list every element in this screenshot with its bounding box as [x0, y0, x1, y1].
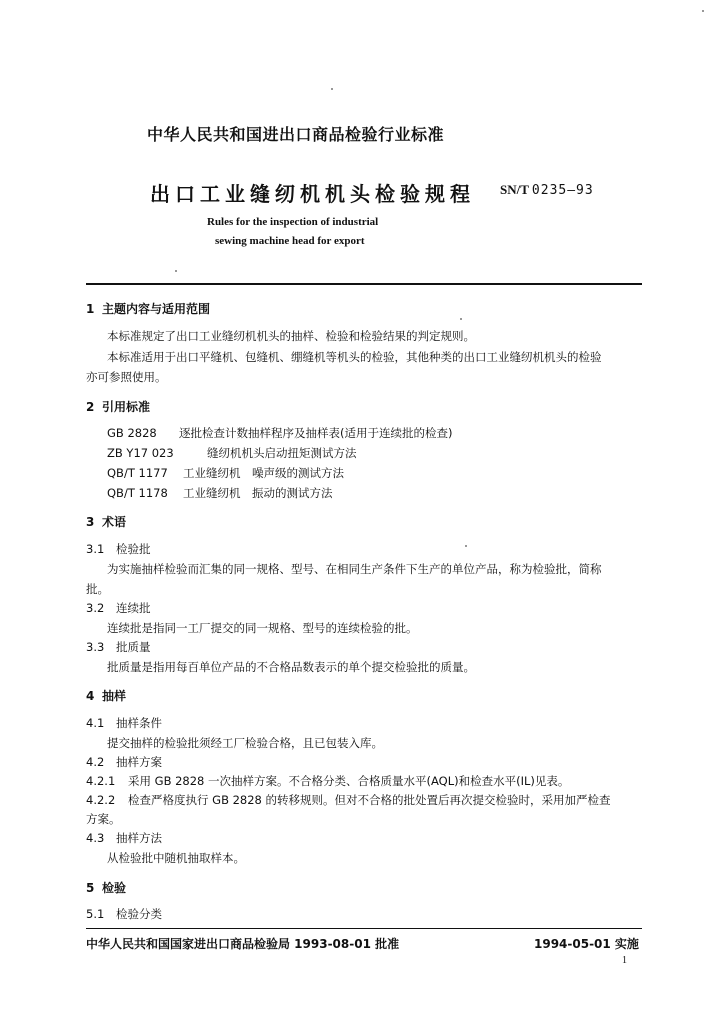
approval-note: 中华人民共和国国家进出口商品检验局 1993-08-01 批准 [86, 937, 400, 951]
section-4-heading: 4 抽样 [86, 689, 127, 703]
section-1-heading: 1 主题内容与适用范围 [86, 302, 211, 316]
reference-item: GB 2828 逐批检查计数抽样程序及抽样表(适用于连续批的检查) [107, 426, 453, 440]
reference-item: ZB Y17 023 缝纫机机头启动扭矩测试方法 [107, 446, 357, 460]
reference-item: QB/T 1178 工业缝纫机 振动的测试方法 [107, 486, 333, 500]
scan-speck [175, 270, 177, 272]
paragraph-continuation: 批。 [86, 582, 109, 596]
document-title: 出口工业缝纫机机头检验规程 [150, 182, 475, 206]
scan-speck [331, 88, 333, 90]
english-title-line-2: sewing machine head for export [215, 235, 365, 247]
effective-date: 1994-05-01 实施 [534, 937, 639, 951]
clause-paragraph: 4.2.2 检查严格度执行 GB 2828 的转移规则。但对不合格的批处置后再次提交检验时，采用加严检查 [86, 793, 611, 807]
standard-code: 0235—93 [531, 183, 594, 198]
clause-paragraph: 4.2.1 采用 GB 2828 一次抽样方案。不合格分类、合格质量水平(AQL)和检查水平(IL)见表。 [86, 774, 570, 788]
paragraph: 提交抽样的检验批须经工厂检验合格，且已包装入库。 [107, 736, 383, 750]
scan-speck [460, 318, 462, 320]
standard-number [500, 182, 594, 198]
clause-heading: 3.3 批质量 [86, 640, 151, 654]
clause-heading: 4.2 抽样方案 [86, 755, 162, 769]
clause-heading: 5.1 检验分类 [86, 907, 162, 921]
header-divider [86, 283, 642, 285]
clause-heading: 3.1 检验批 [86, 542, 151, 556]
clause-heading: 4.3 抽样方法 [86, 831, 162, 845]
paragraph: 批质量是指用每百单位产品的不合格品数表示的单个提交检验批的质量。 [107, 660, 475, 674]
clause-heading: 4.1 抽样条件 [86, 716, 162, 730]
english-title-line-1: Rules for the inspection of industrial [207, 216, 379, 228]
paragraph: 本标准规定了出口工业缝纫机机头的抽样、检验和检验结果的判定规则。 [107, 329, 475, 343]
scan-speck [702, 10, 704, 12]
paragraph: 连续批是指同一工厂提交的同一规格、型号的连续检验的批。 [107, 621, 418, 635]
paragraph-continuation: 方案。 [86, 812, 121, 826]
paragraph-continuation: 亦可参照使用。 [86, 370, 167, 384]
paragraph: 为实施抽样检验而汇集的同一规格、型号、在相同生产条件下生产的单位产品，称为检验批，简称 [107, 562, 602, 576]
reference-item: QB/T 1177 工业缝纫机 噪声级的测试方法 [107, 466, 344, 480]
page-number: 1 [622, 955, 627, 966]
section-3-heading: 3 术语 [86, 515, 127, 529]
footer-divider [86, 928, 642, 929]
issuing-authority-heading: 中华人民共和国进出口商品检验行业标准 [147, 125, 445, 144]
paragraph: 从检验批中随机抽取样本。 [107, 851, 245, 865]
paragraph: 本标准适用于出口平缝机、包缝机、绷缝机等机头的检验，其他种类的出口工业缝纫机机头的检验 [107, 350, 602, 364]
scan-speck [465, 545, 467, 547]
section-2-heading: 2 引用标准 [86, 400, 151, 414]
standard-prefix: SN/T [500, 182, 529, 197]
clause-heading: 3.2 连续批 [86, 601, 151, 615]
section-5-heading: 5 检验 [86, 881, 127, 895]
